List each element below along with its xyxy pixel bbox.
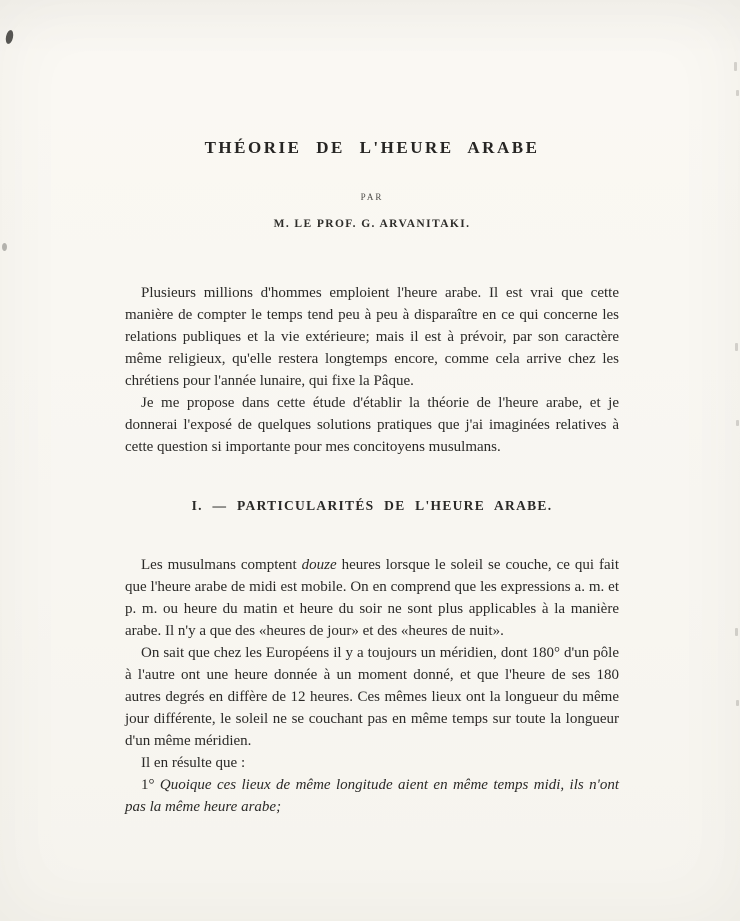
byline-par: PAR (360, 192, 384, 202)
section-1-item-1 (125, 774, 619, 818)
item-number: 1° (141, 777, 155, 793)
scan-artifact-tick (734, 62, 737, 71)
page-title: THÉORIE DE L'HEURE ARABE (204, 138, 540, 157)
intro-paragraph-2: Je me propose dans cette étude d'établir la théorie de l'heure arabe, et je donnerai l'exposé de quelques solutions pratiques que j'ai imaginées relatives à cette question si importante pour mes concitoyens musulmans. (125, 395, 619, 455)
paragraph-text: heures lorsque le soleil se couche, ce qui fait que l'heure arabe de midi est mobile. On en comprend que les expressions a. m. et p. m. ou heure du matin et heure du soir ne sont plus applicables à la manière arabe. Il n'y a que des «heures de jour» et des «heures de nuit». (125, 557, 619, 639)
section-1-paragraph-2: On sait que chez les Européens il y a toujours un méridien, dont 180° d'un pôle à l'autre ont une heure donnée à un moment donné, et que l'heure de ses 180 autres degrés en diffère de 12 heures. Ces mêmes lieux ont la longueur du même jour différente, le soleil ne se couchant pas en même temps sur toute la longueur d'un même méridien. (125, 645, 619, 749)
section-1-lead-in: Il en résulte que : (141, 755, 246, 771)
scan-artifact-tick (736, 420, 739, 426)
scan-artifact-blob (5, 29, 15, 44)
emphasized-word: douze (301, 557, 337, 573)
author-name: M. LE PROF. G. ARVANITAKI. (273, 218, 471, 230)
section-1-heading: I. — PARTICULARITÉS DE L'HEURE ARABE. (191, 498, 553, 513)
scan-artifact-tick (735, 343, 738, 351)
paragraph-text: Les musulmans comptent (141, 557, 302, 573)
section-1-paragraph-1 (125, 554, 619, 642)
intro-paragraph-1: Plusieurs millions d'hommes emploient l'heure arabe. Il est vrai que cette manière de compter le temps tend peu à peu à disparaître en ce qui concerne les relations publiques et la vie extérieure; mais il est à prévoir, par son caractère même religieux, qu'elle restera longtemps encore, comme cela arrive chez les chrétiens pour l'année lunaire, qui fixe la Pâque. (125, 285, 619, 389)
scan-artifact-left (2, 243, 7, 251)
scan-artifact-tick (735, 628, 738, 636)
scan-artifact-tick (736, 700, 739, 706)
scan-artifact-tick (736, 90, 739, 96)
item-text: Quoique ces lieux de même longitude aient en même temps midi, ils n'ont pas la même heure arabe; (125, 777, 619, 815)
text-column (125, 138, 619, 818)
